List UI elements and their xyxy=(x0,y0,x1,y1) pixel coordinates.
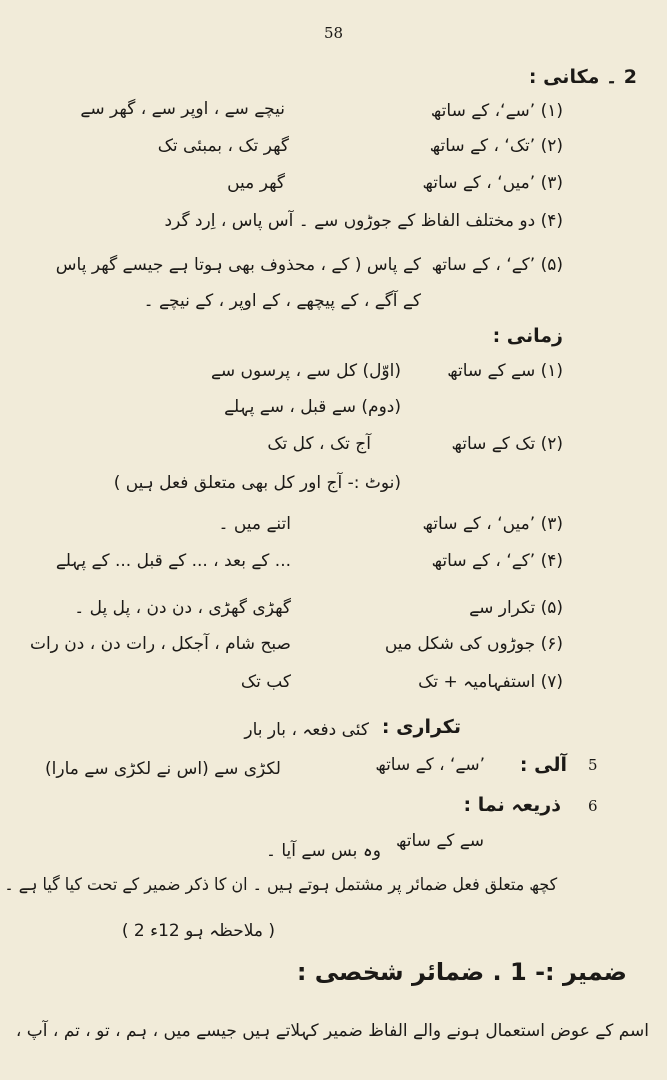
text-line-zamani-2-label: (۲) تک کے ساتھ xyxy=(451,434,563,454)
text-line-makani-2-example: گھر تک ، بمبئی تک xyxy=(157,136,289,156)
text-line-makani-4: (۴) دو مختلف الفاظ کے جوڑوں سے ۔ آس پاس ، اِرد گرد xyxy=(164,211,563,231)
text-line-heading-aali: آلی : xyxy=(519,754,567,776)
text-line-summary-2: ( ملاحظہ ہو 12ء 2 ) xyxy=(121,921,275,941)
text-line-makani-3-label: (۳) ’میں‘ ، کے ساتھ xyxy=(422,173,563,193)
text-line-takrari-example: کئی دفعہ ، بار بار xyxy=(244,720,369,740)
text-line-makani-3-example: گھر میں xyxy=(227,173,285,193)
text-line-zamani-4-label: (۴) ’کے‘ ، کے ساتھ xyxy=(431,551,563,571)
text-line-zariya-example: وہ بس سے آیا ۔ xyxy=(266,841,381,861)
text-line-zamani-5-label: (۵) تکرار سے xyxy=(469,598,563,618)
page-number: 58 xyxy=(323,24,344,42)
text-line-zamani-4-example: ... کے بعد ، ... کے قبل ... کے پہلے xyxy=(55,551,291,571)
section-number-section-num-5: 5 xyxy=(588,756,598,774)
text-line-makani-1-label: (۱) ’سے‘، کے ساتھ xyxy=(430,101,563,121)
text-line-makani-5-cont: کے آگے ، کے پیچھے ، کے اوپر ، کے نیچے ۔ xyxy=(143,291,421,311)
text-line-zamani-6-label: (۶) جوڑوں کی شکل میں xyxy=(384,634,563,654)
text-line-summary-1: کچھ متعلق فعل ضمائر پر مشتمل ہوتے ہیں ۔ ان کا ذکر ضمیر کے تحت کیا گیا ہے ۔ xyxy=(4,875,557,895)
text-line-heading-makani: 2 ۔ مکانی : xyxy=(528,66,637,88)
text-line-zameer-desc: اسم کے عوض استعمال ہونے والے الفاظ ضمیر کہلاتے ہیں جیسے میں ، ہم ، تو ، تم ، آپ ، xyxy=(15,1021,649,1041)
text-line-makani-1-example: نیچے سے ، اوپر سے ، گھر سے xyxy=(80,99,285,119)
text-line-zamani-5-example: گھڑی گھڑی ، دن دن ، پل پل ۔ xyxy=(74,598,291,618)
text-line-zamani-7-label: (۷) استفہامیہ + تک xyxy=(418,672,563,692)
text-line-heading-zariya: ذریعہ نما : xyxy=(463,794,561,816)
text-line-makani-5-example: کے پاس ( کے ، محذوف بھی ہوتا ہے جیسے گھر پاس xyxy=(55,255,421,275)
text-line-zamani-1-label: (۱) سے کے ساتھ xyxy=(447,361,563,381)
text-line-zamani-3-example: اتنے میں ۔ xyxy=(218,514,291,534)
text-line-makani-2-label: (۲) ’تک‘ ، کے ساتھ xyxy=(429,136,563,156)
text-line-zariya-label: سے کے ساتھ xyxy=(396,831,484,851)
text-line-aali-label: ’سے‘ ، کے ساتھ xyxy=(375,755,485,775)
text-line-zamani-1-dom: (دوم) سے قبل ، سے پہلے xyxy=(224,397,401,417)
text-line-zamani-2-example: آج تک ، کل تک xyxy=(267,434,371,454)
text-line-heading-zameer: ضمیر :- 1 . ضمائر شخصی : xyxy=(296,958,627,986)
text-line-heading-zamani: زمانی : xyxy=(492,325,563,347)
text-line-zamani-3-label: (۳) ’میں‘ ، کے ساتھ xyxy=(422,514,563,534)
text-line-zamani-note: (نوٹ :- آج اور کل بھی متعلق فعل ہیں ) xyxy=(113,473,401,493)
section-number-section-num-6: 6 xyxy=(588,797,598,815)
text-line-zamani-1-example: (اوّل) کل سے ، پرسوں سے xyxy=(210,361,401,381)
text-line-zamani-7-example: کب تک xyxy=(240,672,291,692)
text-line-aali-example: لکڑی سے (اس نے لکڑی سے مارا) xyxy=(45,759,281,779)
text-line-heading-takrari: تکراری : xyxy=(381,716,461,738)
text-line-makani-5-label: (۵) ’کے‘ ، کے ساتھ xyxy=(431,255,563,275)
text-line-zamani-6-example: صبح شام ، آجکل ، رات دن ، دن رات xyxy=(29,634,291,654)
